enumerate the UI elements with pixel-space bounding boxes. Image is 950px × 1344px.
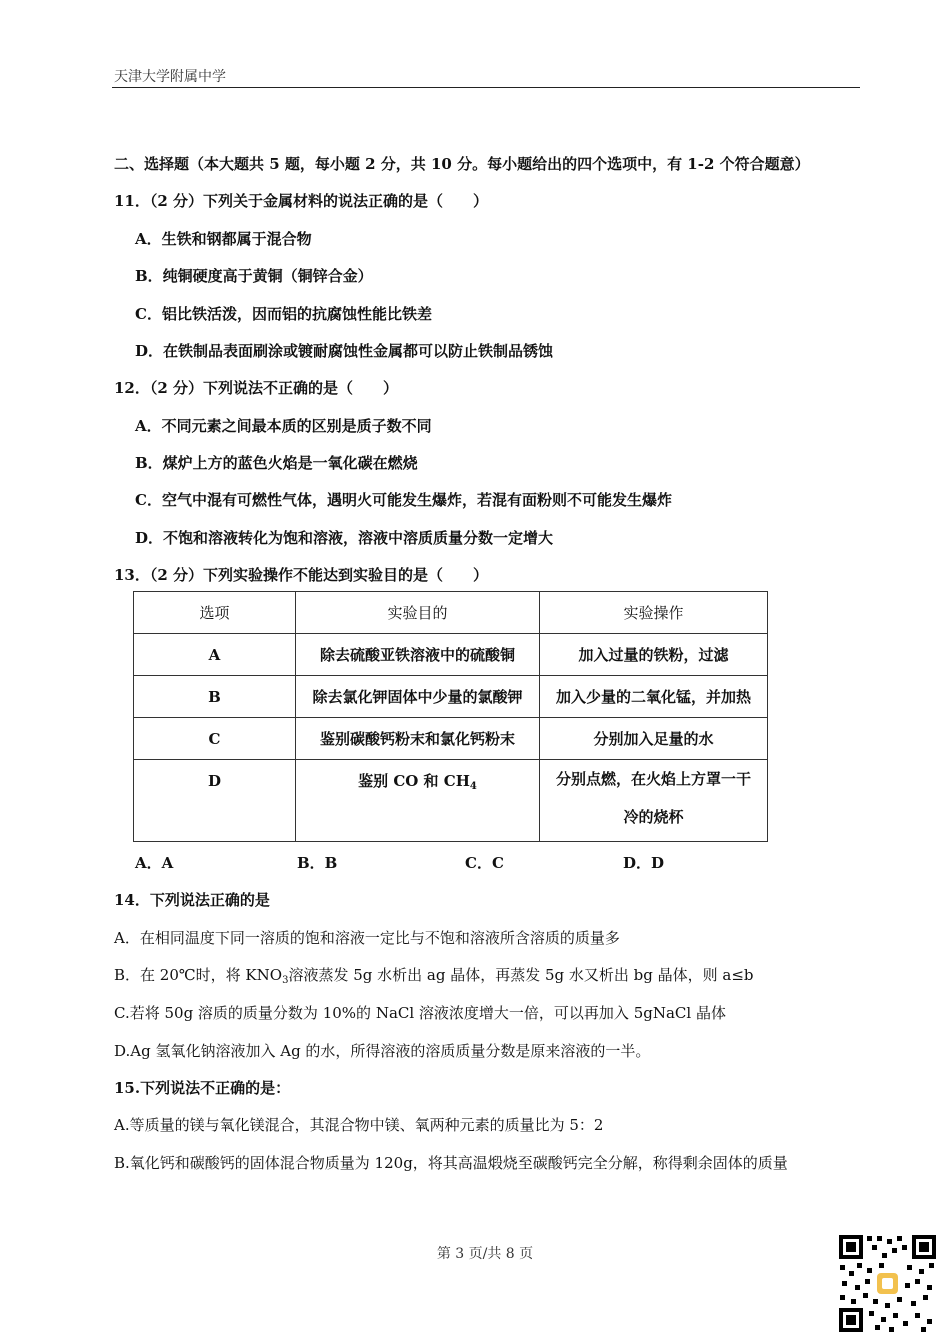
page-footer: 第 3 页/共 8 页 (436, 1246, 534, 1262)
row-d-purpose (296, 760, 540, 842)
q12-option-a: A．不同元素之间最本质的区别是质子数不同 (135, 417, 432, 435)
q13-answer-b: B．B (297, 854, 338, 872)
q13-answer-c: C．C (465, 854, 504, 872)
row-d-operation-line2: 冷的烧杯 (623, 808, 684, 826)
q14-option-b-rest: 溶液蒸发 5g 水析出 ag 晶体，再蒸发 5g 水又析出 bg 晶体，则 a≤b (288, 966, 754, 984)
row-a-operation: 加入过量的铁粉，过滤 (540, 634, 768, 676)
q14-option-b-subscript: 3 (282, 975, 289, 986)
header-rule (112, 87, 860, 88)
row-a-option: A (134, 634, 296, 676)
q13-answer-d: D．D (623, 854, 665, 872)
row-b-operation: 加入少量的二氧化锰，并加热 (540, 676, 768, 718)
q14-option-b (114, 964, 754, 986)
row-a-purpose: 除去硫酸亚铁溶液中的硫酸铜 (296, 634, 540, 676)
table-row (134, 760, 768, 842)
row-b-purpose: 除去氯化钾固体中少量的氯酸钾 (296, 676, 540, 718)
row-d-purpose-text: 鉴别 CO 和 CH (358, 772, 470, 790)
q11-option-a: A．生铁和钢都属于混合物 (135, 230, 312, 248)
school-header: 天津大学附属中学 (114, 69, 226, 85)
row-d-operation-line1: 分别点燃，在火焰上方罩一干 (555, 770, 751, 788)
header-option: 选项 (134, 592, 296, 634)
q12-option-d: D．不饱和溶液转化为饱和溶液，溶液中溶质质量分数一定增大 (135, 529, 554, 547)
row-d-option: D (134, 760, 296, 842)
header-operation: 实验操作 (540, 592, 768, 634)
q11-option-c: C．铝比铁活泼，因而铝的抗腐蚀性能比铁差 (135, 305, 432, 323)
q14-option-d: D.Ag 氢氧化钠溶液加入 Ag 的水，所得溶液的溶质质量分数是原来溶液的一半。 (114, 1042, 651, 1060)
q12-option-b: B．煤炉上方的蓝色火焰是一氧化碳在燃烧 (135, 454, 418, 472)
table-row (134, 634, 768, 676)
table-header-row (134, 592, 768, 634)
qr-code-graphic (837, 1233, 938, 1334)
row-c-operation: 分别加入足量的水 (540, 718, 768, 760)
table-row (134, 718, 768, 760)
q11-stem: 11．（2 分）下列关于金属材料的说法正确的是（ ） (114, 192, 489, 210)
row-c-purpose: 鉴别碳酸钙粉末和氯化钙粉末 (296, 718, 540, 760)
table-row (134, 676, 768, 718)
q11-option-d: D．在铁制品表面刷涂或镀耐腐蚀性金属都可以防止铁制品锈蚀 (135, 342, 554, 360)
q14-option-a: A．在相同温度下同一溶质的饱和溶液一定比与不饱和溶液所含溶质的质量多 (114, 929, 620, 947)
row-d-operation (540, 760, 768, 842)
q13-stem: 13．（2 分）下列实验操作不能达到实验目的是（ ） (114, 566, 489, 584)
row-d-purpose-subscript: 4 (469, 781, 477, 792)
q12-option-c: C．空气中混有可燃性气体，遇明火可能发生爆炸，若混有面粉则不可能发生爆炸 (135, 491, 672, 509)
header-purpose: 实验目的 (296, 592, 540, 634)
q14-stem: 14．下列说法正确的是 (114, 891, 270, 909)
qr-code-icon (837, 1233, 938, 1334)
q15-option-a: A.等质量的镁与氧化镁混合，其混合物中镁、氧两种元素的质量比为 5：2 (114, 1116, 604, 1134)
q14-option-b-text: B．在 20℃时，将 KNO (114, 966, 283, 984)
q15-option-b: B.氧化钙和碳酸钙的固体混合物质量为 120g，将其高温煅烧至碳酸钙完全分解，称得剩余固体的质量 (114, 1154, 788, 1172)
row-c-option: C (134, 718, 296, 760)
section-title: 二、选择题（本大题共 5 题，每小题 2 分，共 10 分。每小题给出的四个选项中，有 1-2 个符合题意） (114, 155, 810, 173)
q15-stem: 15.下列说法不正确的是： (114, 1079, 291, 1097)
q11-option-b: B．纯铜硬度高于黄铜（铜锌合金） (135, 267, 373, 285)
q14-option-c: C.若将 50g 溶质的质量分数为 10%的 NaCl 溶液浓度增大一倍，可以再加入 5gNaCl 晶体 (114, 1004, 726, 1022)
experiment-table (133, 591, 768, 842)
row-b-option: B (134, 676, 296, 718)
q12-stem: 12．（2 分）下列说法不正确的是（ ） (114, 379, 399, 397)
q13-answer-a: A．A (135, 854, 174, 872)
